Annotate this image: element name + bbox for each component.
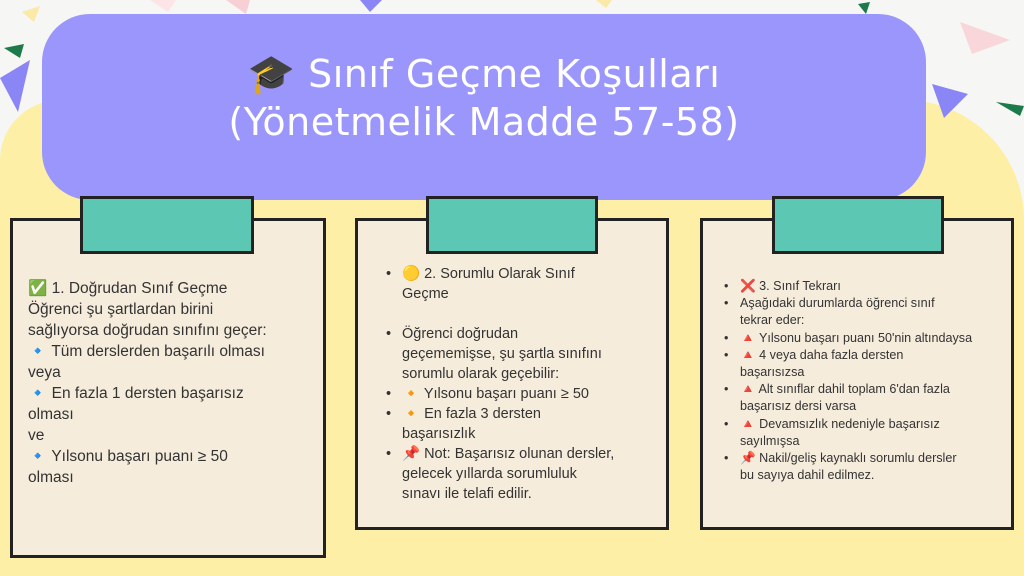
confetti-piece (932, 84, 968, 118)
card-line: • 🔺 Devamsızlık nedeniyle başarısız (740, 416, 940, 431)
card-line: tekrar eder: (740, 313, 805, 328)
list-item (722, 450, 1012, 484)
confetti-piece (22, 6, 40, 22)
card-line: sayılmışsa (740, 433, 800, 448)
list-item (384, 324, 666, 384)
list-item (384, 444, 666, 504)
confetti-piece (996, 102, 1024, 116)
confetti-piece (960, 22, 1010, 54)
list-item (722, 347, 1012, 381)
list-item (722, 278, 1012, 295)
title-line-1: Sınıf Geçme Koşulları (308, 52, 721, 96)
card-line: 🔹 Yılsonu başarı puanı ≥ 50 (28, 448, 228, 465)
graduation-cap-icon: 🎓 (247, 52, 296, 96)
card-line: 🔹 Tüm derslerden başarılı olması (28, 343, 265, 360)
list-item (722, 295, 1012, 329)
card-grade-repeat-content (722, 278, 1012, 484)
card-line: • 🔺 Alt sınıflar dahil toplam 6'dan fazla (740, 382, 950, 397)
card-line: olması (28, 406, 74, 423)
card-line: 🔹 En fazla 1 dersten başarısız (28, 385, 244, 402)
confetti-piece (858, 2, 870, 14)
card-line: • 🔸 Yılsonu başarı puanı ≥ 50 (402, 386, 589, 402)
list-item (722, 381, 1012, 415)
card-line: • Aşağıdaki durumlarda öğrenci sınıf (740, 296, 935, 311)
card-line: bu sayıya dahil edilmez. (740, 468, 875, 483)
confetti-piece (4, 44, 24, 58)
card-line: olması (28, 469, 74, 486)
card-line: • 🔸 En fazla 3 dersten (402, 406, 541, 422)
card-line: ✅ 1. Doğrudan Sınıf Geçme (28, 280, 228, 297)
confetti-piece (150, 0, 176, 12)
card-line: • 📌 Not: Başarısız olunan dersler, (402, 446, 615, 462)
card-tab (426, 196, 598, 254)
card-tab (772, 196, 944, 254)
card-line: sorumlu olarak geçebilir: (402, 366, 560, 382)
list-item (384, 384, 666, 404)
card-line: sağlıyorsa doğrudan sınıfını geçer: (28, 322, 267, 339)
card-line: • Öğrenci doğrudan (402, 326, 519, 342)
card-line: geçememişse, şu şartla sınıfını (402, 346, 602, 362)
card-line: ve (28, 427, 45, 444)
list-item (384, 264, 666, 304)
card-line: Öğrenci şu şartlardan birini (28, 301, 214, 318)
card-line: sınavı ile telafi edilir. (402, 486, 532, 502)
card-line: başarısızsa (740, 365, 805, 380)
card-line: • ❌ 3. Sınıf Tekrarı (740, 279, 841, 293)
title-banner (42, 14, 926, 200)
confetti-piece (226, 0, 250, 14)
list-item (722, 330, 1012, 347)
card-line: • 🔺 4 veya daha fazla dersten (740, 347, 904, 362)
confetti-piece (596, 0, 612, 8)
card-line: • 🟡 2. Sorumlu Olarak Sınıf (402, 266, 575, 282)
page-title (42, 52, 926, 97)
card-tab (80, 196, 254, 254)
confetti-piece (360, 0, 382, 12)
card-line: veya (28, 364, 61, 381)
card-line: başarısız dersi varsa (740, 399, 857, 414)
card-line: Geçme (402, 286, 449, 302)
card-line: gelecek yıllarda sorumluluk (402, 466, 577, 482)
confetti-piece (0, 60, 30, 112)
card-line: başarısızlık (402, 426, 476, 442)
card-line: • 🔺 Yılsonu başarı puanı 50'nin altındaysa (740, 330, 973, 345)
card-conditional-pass-content (384, 264, 666, 504)
card-direct-pass-content (28, 278, 320, 488)
list-item (384, 404, 666, 444)
list-item (722, 416, 1012, 450)
title-line-2: (Yönetmelik Madde 57-58) (228, 100, 740, 144)
card-line: • 📌 Nakil/geliş kaynaklı sorumlu dersler (740, 451, 957, 466)
